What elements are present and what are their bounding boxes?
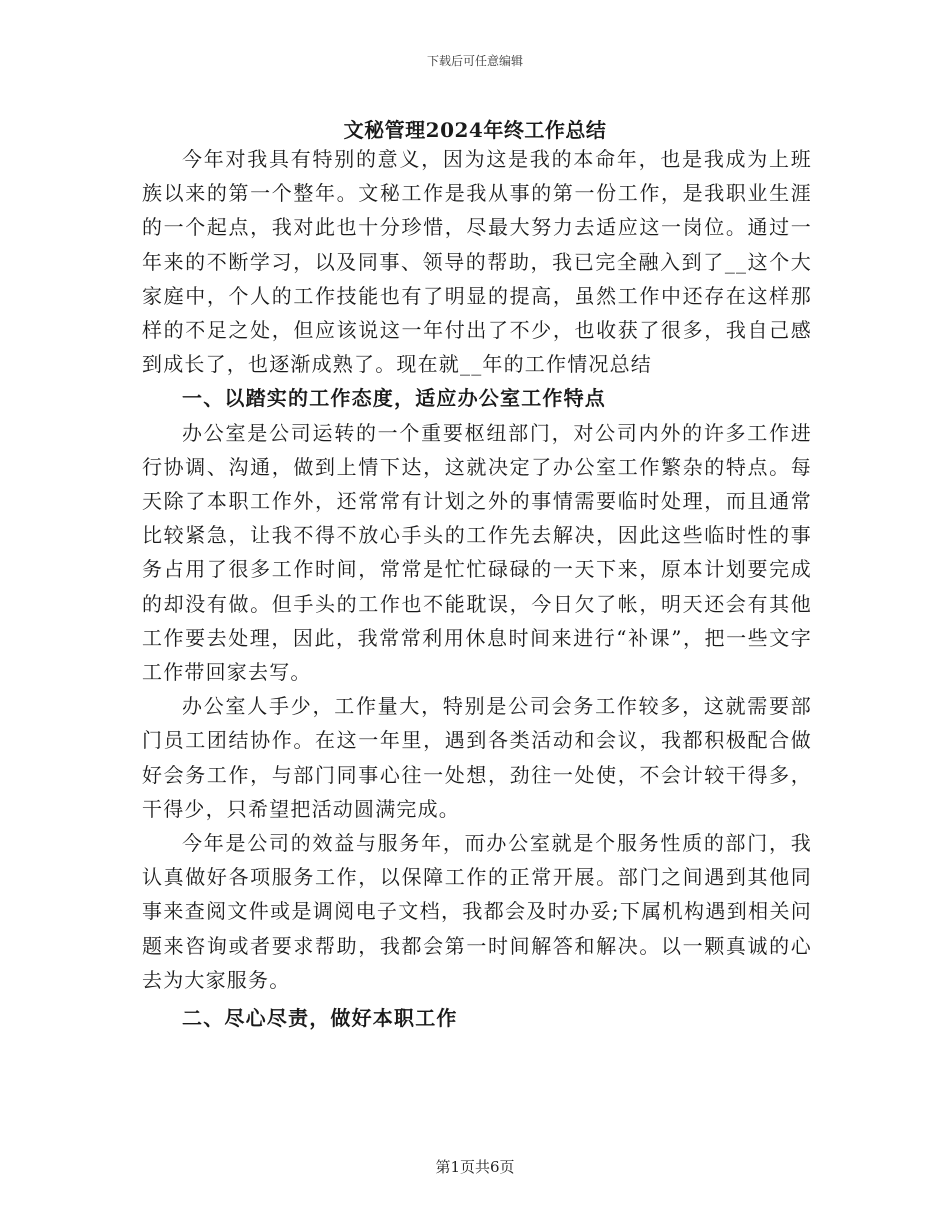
section-heading-1: 一、以踏实的工作态度，适应办公室工作特点 bbox=[182, 386, 606, 411]
body-paragraph: 办公室人手少，工作量大，特别是公司会务工作较多，这就需要部门员工团结协作。在这一年里，遇到各类活动和会议，我都积极配合做好会务工作，与部门同事心往一处想，劲往一处使，不会计较干得多，干得少，只希望把活动圆满完成。 bbox=[142, 694, 812, 821]
intro-paragraph: 今年对我具有特别的意义，因为这是我的本命年，也是我成为上班族以来的第一个整年。文秘工作是我从事的第一份工作，是我职业生涯的一个起点，我对此也十分珍惜，尽最大努力去适应这一岗位。通过一年来的不断学习，以及同事、领导的帮助，我已完全融入到了__这个大家庭中，个人的工作技能也有了明显的提高，虽然工作中还存在这样那样的不足之处，但应该说这一年付出了不少，也收获了很多，我自己感到成长了，也逐渐成熟了。现在就__年的工作情况总结 bbox=[142, 147, 812, 377]
document-title: 文秘管理2024年终工作总结 bbox=[343, 118, 607, 142]
section-heading-2: 二、尽心尽责，做好本职工作 bbox=[182, 1006, 458, 1031]
header-note: 下载后可任意编辑 bbox=[426, 54, 523, 68]
body-paragraph: 办公室是公司运转的一个重要枢纽部门，对公司内外的许多工作进行协调、沟通，做到上情下达，这就决定了办公室工作繁杂的特点。每天除了本职工作外，还常常有计划之外的事情需要临时处理，而且通常比较紧急，让我不得不放心手头的工作先去解决，因此这些临时性的事务占用了很多工作时间，常常是忙忙碌碌的一天下来，原本计划要完成的却没有做。但手头的工作也不能耽误，今日欠了帐，明天还会有其他工作要去处理，因此，我常常利用休息时间来进行“补课”，把一些文字工作带回家去写。 bbox=[142, 420, 812, 685]
body-paragraph: 今年是公司的效益与服务年，而办公室就是个服务性质的部门，我认真做好各项服务工作，以保障工作的正常开展。部门之间遇到其他同事来查阅文件或是调阅电子文档，我都会及时办妥;下属机构遇到相关问题来咨询或者要求帮助，我都会第一时间解答和解决。以一颗真诚的心去为大家服务。 bbox=[142, 831, 812, 992]
page-footer: 第1页共6页 bbox=[435, 1158, 515, 1176]
document-body bbox=[142, 142, 812, 1035]
